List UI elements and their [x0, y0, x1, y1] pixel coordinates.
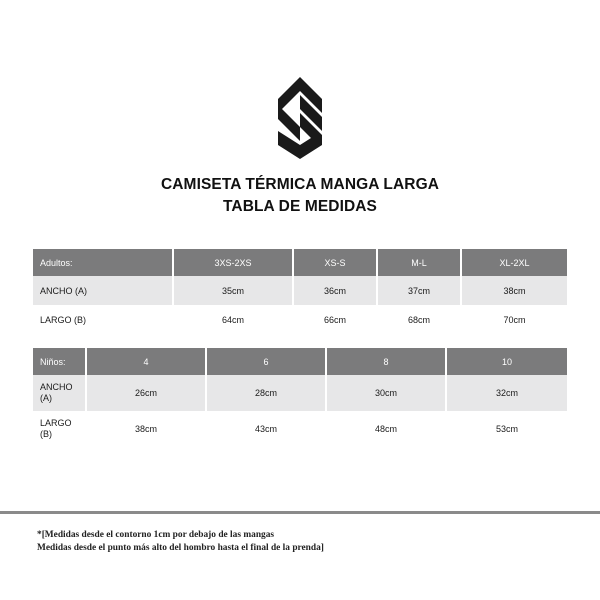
page-title: CAMISETA TÉRMICA MANGA LARGA — [160, 176, 440, 193]
adults-size-table — [33, 249, 567, 334]
kids-size-table — [33, 348, 567, 447]
row-label: LARGO (B) — [40, 418, 72, 439]
table-row — [33, 305, 567, 334]
measure-cell: 32cm — [446, 375, 567, 411]
divider — [0, 511, 600, 514]
adults-header-row — [33, 249, 567, 276]
brand-logo-icon — [278, 77, 322, 159]
measure-cell: 48cm — [326, 411, 446, 447]
size-header: 3XS-2XS — [173, 249, 293, 276]
measurement-notes — [37, 529, 324, 555]
measure-cell: 70cm — [461, 305, 567, 334]
measure-cell: 38cm — [461, 276, 567, 305]
table-row — [33, 375, 567, 411]
size-header: 4 — [86, 348, 206, 375]
row-label: ANCHO (A) — [33, 375, 86, 411]
measure-cell: 53cm — [446, 411, 567, 447]
measure-cell: 28cm — [206, 375, 326, 411]
measure-cell: 66cm — [293, 305, 377, 334]
measure-cell: 68cm — [377, 305, 461, 334]
measure-cell: 64cm — [173, 305, 293, 334]
measure-cell: 37cm — [377, 276, 461, 305]
measure-cell: 30cm — [326, 375, 446, 411]
measure-cell: 26cm — [86, 375, 206, 411]
size-header: XL-2XL — [461, 249, 567, 276]
kids-header-row — [33, 348, 567, 375]
size-header: 10 — [446, 348, 567, 375]
note-line: *[Medidas desde el contorno 1cm por debajo de las mangas — [37, 530, 275, 540]
measure-cell: 36cm — [293, 276, 377, 305]
kids-header-label: Niños: — [33, 348, 86, 375]
measure-cell: 43cm — [206, 411, 326, 447]
table-row — [33, 411, 567, 447]
page-subtitle: TABLA DE MEDIDAS — [222, 198, 377, 215]
size-header: M-L — [377, 249, 461, 276]
note-line: Medidas desde el punto más alto del hombro hasta el final de la prenda] — [37, 543, 324, 553]
row-label: LARGO (B) — [40, 314, 87, 325]
size-header: XS-S — [293, 249, 377, 276]
row-label: ANCHO (A) — [33, 276, 173, 305]
size-header: 6 — [206, 348, 326, 375]
size-header: 8 — [326, 348, 446, 375]
measure-cell: 38cm — [86, 411, 206, 447]
measure-cell: 35cm — [173, 276, 293, 305]
adults-header-label: Adultos: — [33, 249, 173, 276]
table-row — [33, 276, 567, 305]
